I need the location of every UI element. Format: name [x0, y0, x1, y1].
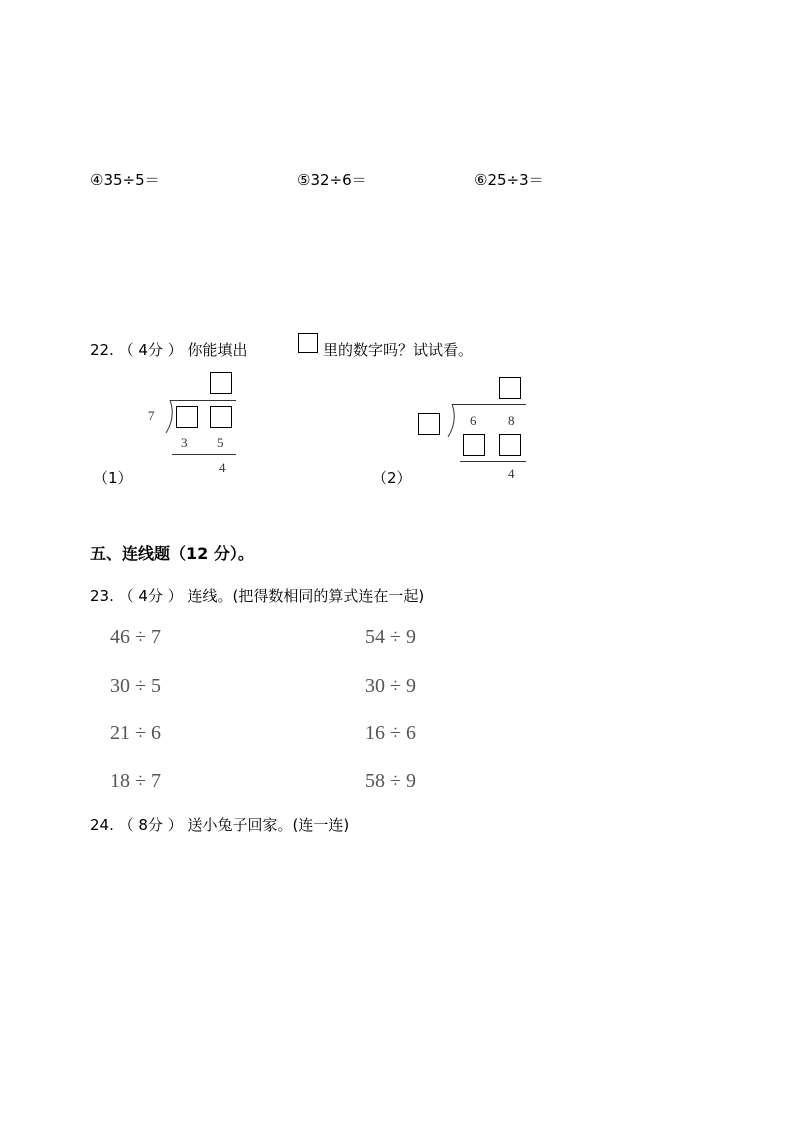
division-bracket — [442, 404, 458, 438]
product-digit-tens: 3 — [181, 435, 188, 450]
subtraction-line — [460, 461, 526, 462]
expression-4: ④35÷5＝ — [90, 171, 160, 189]
right-expression[interactable]: 54 ÷ 9 — [365, 626, 416, 648]
part-label-2: （2） — [372, 469, 412, 487]
left-expression[interactable]: 21 ÷ 6 — [110, 722, 161, 744]
q23-title: 23. （ 4分 ） 连线。(把得数相同的算式连在一起) — [90, 587, 425, 605]
right-expression[interactable]: 58 ÷ 9 — [365, 770, 416, 792]
subtraction-line — [172, 454, 236, 455]
remainder: 4 — [508, 466, 515, 481]
right-expression[interactable]: 30 ÷ 9 — [365, 675, 416, 697]
dividend-box-ones[interactable] — [210, 406, 232, 428]
section-title: 五、连线题（12 分）。 — [90, 544, 254, 563]
expression-5: ⑤32÷6＝ — [297, 171, 367, 189]
q24-title: 24. （ 8分 ） 送小兔子回家。(连一连) — [90, 816, 350, 834]
left-expression[interactable]: 30 ÷ 5 — [110, 675, 161, 697]
quotient-box[interactable] — [210, 372, 232, 394]
q22-title-prefix: 22. （ 4分 ） 你能填出 — [90, 341, 248, 359]
dividend-digit-tens: 6 — [470, 413, 477, 428]
remainder: 4 — [219, 460, 226, 475]
left-expression[interactable]: 46 ÷ 7 — [110, 626, 161, 648]
dividend-box-tens[interactable] — [176, 406, 198, 428]
divisor-box[interactable] — [418, 413, 440, 435]
dividend-digit-ones: 8 — [508, 413, 515, 428]
answer-box-sample — [298, 333, 318, 353]
product-box-ones[interactable] — [499, 434, 521, 456]
division-bracket — [160, 400, 176, 434]
q22-title-suffix: 里的数字吗？试试看。 — [323, 341, 474, 359]
left-expression[interactable]: 18 ÷ 7 — [110, 770, 161, 792]
right-expression[interactable]: 16 ÷ 6 — [365, 722, 416, 744]
part-label-1: （1） — [93, 469, 133, 487]
product-digit-ones: 5 — [217, 435, 224, 450]
division-bar — [170, 400, 236, 401]
product-box-tens[interactable] — [463, 434, 485, 456]
expression-6: ⑥25÷3＝ — [474, 171, 544, 189]
divisor: 7 — [148, 408, 155, 423]
quotient-box[interactable] — [499, 377, 521, 399]
division-bar — [452, 404, 526, 405]
